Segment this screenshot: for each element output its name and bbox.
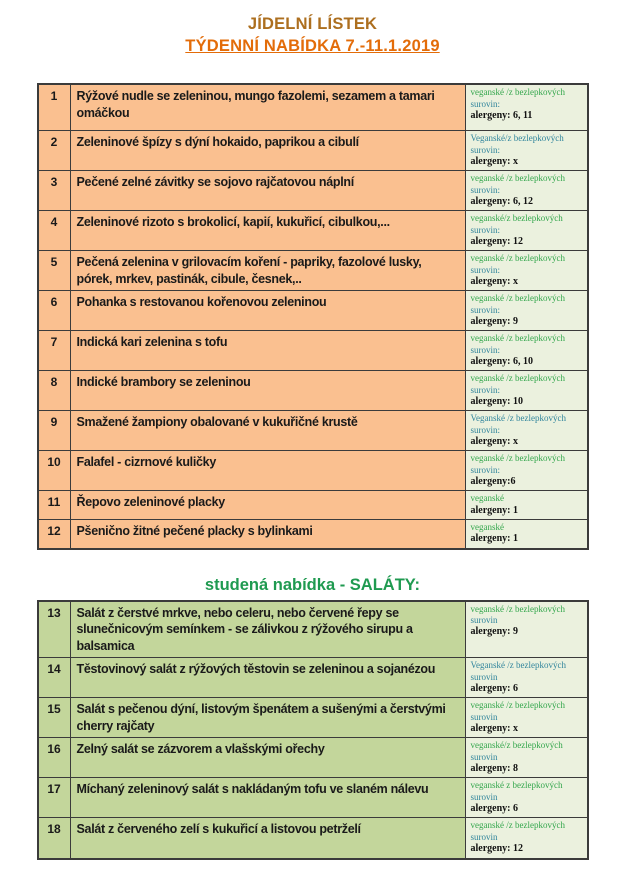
row-number: 10: [39, 451, 71, 490]
vegan-label: veganské/z bezlepkových surovin: [470, 740, 563, 762]
menu-row: [39, 491, 587, 520]
row-number: 16: [39, 738, 71, 777]
allergen-cell: [466, 211, 587, 250]
dish-name: Řepovo zeleninové placky: [71, 491, 466, 519]
vegan-label: veganské: [470, 493, 504, 504]
allergen-codes: alergeny: 6, 11: [470, 109, 533, 121]
menu-row: [39, 211, 587, 251]
weekly-menu-table: [37, 83, 589, 550]
dish-name: Indické brambory se zeleninou: [71, 371, 466, 410]
vegan-label: veganské /z bezlepkových surovin:: [470, 453, 565, 475]
dish-name: Pečené zelné závitky se sojovo rajčatovou náplní: [71, 171, 466, 210]
allergen-codes: alergeny: 10: [470, 395, 523, 407]
menu-row: [39, 85, 587, 131]
allergen-cell: [466, 491, 587, 519]
allergen-cell: [466, 778, 587, 817]
allergen-codes: alergeny:6: [470, 475, 516, 487]
row-number: 15: [39, 698, 71, 737]
dish-name: Pohanka s restovanou kořenovou zeleninou: [71, 291, 466, 330]
vegan-label: veganské/z bezlepkových surovin:: [470, 213, 563, 235]
vegan-label: veganské /z bezlepkových surovin: [470, 700, 565, 722]
allergen-cell: [466, 251, 587, 290]
vegan-label: veganské /z bezlepkových surovin: [470, 820, 565, 842]
row-number: 1: [39, 85, 71, 130]
allergen-codes: alergeny: x: [470, 435, 518, 447]
row-number: 6: [39, 291, 71, 330]
row-number: 7: [39, 331, 71, 370]
vegan-label: veganské /z bezlepkových surovin:: [470, 293, 565, 315]
vegan-label: Veganské /z bezlepkových surovin: [470, 660, 566, 682]
row-number: 9: [39, 411, 71, 450]
vegan-label: veganské /z bezlepkových surovin: [470, 603, 565, 626]
allergen-cell: [466, 371, 587, 410]
salads-section-title: studená nabídka - SALÁTY:: [204, 575, 421, 594]
allergen-codes: alergeny: 1: [470, 533, 518, 545]
allergen-codes: alergeny: 6, 10: [470, 355, 533, 367]
allergen-cell: [466, 131, 587, 170]
row-number: 3: [39, 171, 71, 210]
menu-row: [39, 131, 587, 171]
row-number: 4: [39, 211, 71, 250]
row-number: 17: [39, 778, 71, 817]
row-number: 8: [39, 371, 71, 410]
allergen-codes: alergeny: 12: [470, 842, 523, 854]
allergen-codes: alergeny: 9: [470, 626, 518, 638]
allergen-codes: alergeny: 6: [470, 802, 518, 814]
menu-row: [39, 251, 587, 291]
menu-row: [39, 520, 587, 548]
dish-name: Zeleninové rizoto s brokolicí, kapií, kukuřicí, cibulkou,...: [71, 211, 466, 250]
vegan-label: veganské z bezlepkových surovin: [470, 780, 563, 802]
row-number: 18: [39, 818, 71, 858]
allergen-codes: alergeny: 1: [470, 504, 518, 516]
row-number: 11: [39, 491, 71, 519]
row-number: 2: [39, 131, 71, 170]
menu-row: [39, 698, 587, 738]
row-number: 5: [39, 251, 71, 290]
vegan-label: Veganské/z bezlepkových surovin:: [470, 133, 564, 155]
allergen-cell: [466, 520, 587, 548]
vegan-label: veganské /z bezlepkových surovin:: [470, 87, 565, 109]
allergen-cell: [466, 658, 587, 697]
allergen-cell: [466, 698, 587, 737]
dish-name: Smažené žampiony obalované v kukuřičné krustě: [71, 411, 466, 450]
dish-name: Rýžové nudle se zeleninou, mungo fazolemi, sezamem a tamari omáčkou: [71, 85, 466, 130]
row-number: 14: [39, 658, 71, 697]
vegan-label: Veganské /z bezlepkových surovin:: [470, 413, 566, 435]
allergen-cell: [466, 411, 587, 450]
dish-name: Salát z červeného zelí s kukuřicí a listovou petrželí: [71, 818, 466, 858]
salads-menu-table: [37, 600, 589, 861]
document-header: [0, 0, 625, 59]
menu-row: [39, 818, 587, 858]
menu-row: [39, 331, 587, 371]
allergen-cell: [466, 331, 587, 370]
allergen-cell: [466, 85, 587, 130]
vegan-label: veganské /z bezlepkových surovin:: [470, 333, 565, 355]
menu-row: [39, 371, 587, 411]
menu-row: [39, 738, 587, 778]
menu-row: [39, 171, 587, 211]
dish-name: Těstovinový salát z rýžových těstovin se zeleninou a sojanézou: [71, 658, 466, 697]
menu-row: [39, 658, 587, 698]
allergen-codes: alergeny: x: [470, 275, 518, 287]
vegan-label: veganské: [470, 522, 504, 533]
dish-name: Falafel - cizrnové kuličky: [71, 451, 466, 490]
menu-row: [39, 451, 587, 491]
allergen-codes: alergeny: 9: [470, 315, 518, 327]
row-number: 13: [39, 602, 71, 658]
allergen-codes: alergeny: 8: [470, 762, 518, 774]
page-subtitle: TÝDENNÍ NABÍDKA 7.-11.1.2019: [185, 37, 440, 56]
page-title: JÍDELNÍ LÍSTEK: [247, 15, 378, 33]
vegan-label: veganské /z bezlepkových surovin:: [470, 373, 565, 395]
dish-name: Zeleninové špízy s dýní hokaido, paprikou a cibulí: [71, 131, 466, 170]
dish-name: Indická kari zelenina s tofu: [71, 331, 466, 370]
allergen-cell: [466, 451, 587, 490]
dish-name: Zelný salát se zázvorem a vlašskými ořechy: [71, 738, 466, 777]
menu-row: [39, 602, 587, 659]
allergen-codes: alergeny: 12: [470, 235, 523, 247]
allergen-codes: alergeny: 6, 12: [470, 195, 533, 207]
allergen-codes: alergeny: x: [470, 722, 518, 734]
menu-row: [39, 291, 587, 331]
allergen-cell: [466, 818, 587, 858]
dish-name: Pšenično žitné pečené placky s bylinkami: [71, 520, 466, 548]
allergen-codes: alergeny: x: [470, 155, 518, 167]
allergen-cell: [466, 171, 587, 210]
dish-name: Pečená zelenina v grilovacím koření - papriky, fazolové lusky, pórek, mrkev, pastinák, cibule, česnek,..: [71, 251, 466, 290]
dish-name: Salát s pečenou dýní, listovým špenátem a sušenými a čerstvými cherry rajčaty: [71, 698, 466, 737]
allergen-codes: alergeny: 6: [470, 682, 518, 694]
menu-row: [39, 778, 587, 818]
menu-row: [39, 411, 587, 451]
allergen-cell: [466, 291, 587, 330]
dish-name: Míchaný zeleninový salát s nakládaným tofu ve slaném nálevu: [71, 778, 466, 817]
vegan-label: veganské /z bezlepkových surovin:: [470, 253, 565, 275]
vegan-label: veganské /z bezlepkových surovin:: [470, 173, 565, 195]
allergen-cell: [466, 602, 587, 658]
dish-name: Salát z čerstvé mrkve, nebo celeru, nebo červené řepy se slunečnicovým semínkem - se zálivkou z rýžového sirupu a balsamica: [71, 602, 466, 658]
allergen-cell: [466, 738, 587, 777]
row-number: 12: [39, 520, 71, 548]
